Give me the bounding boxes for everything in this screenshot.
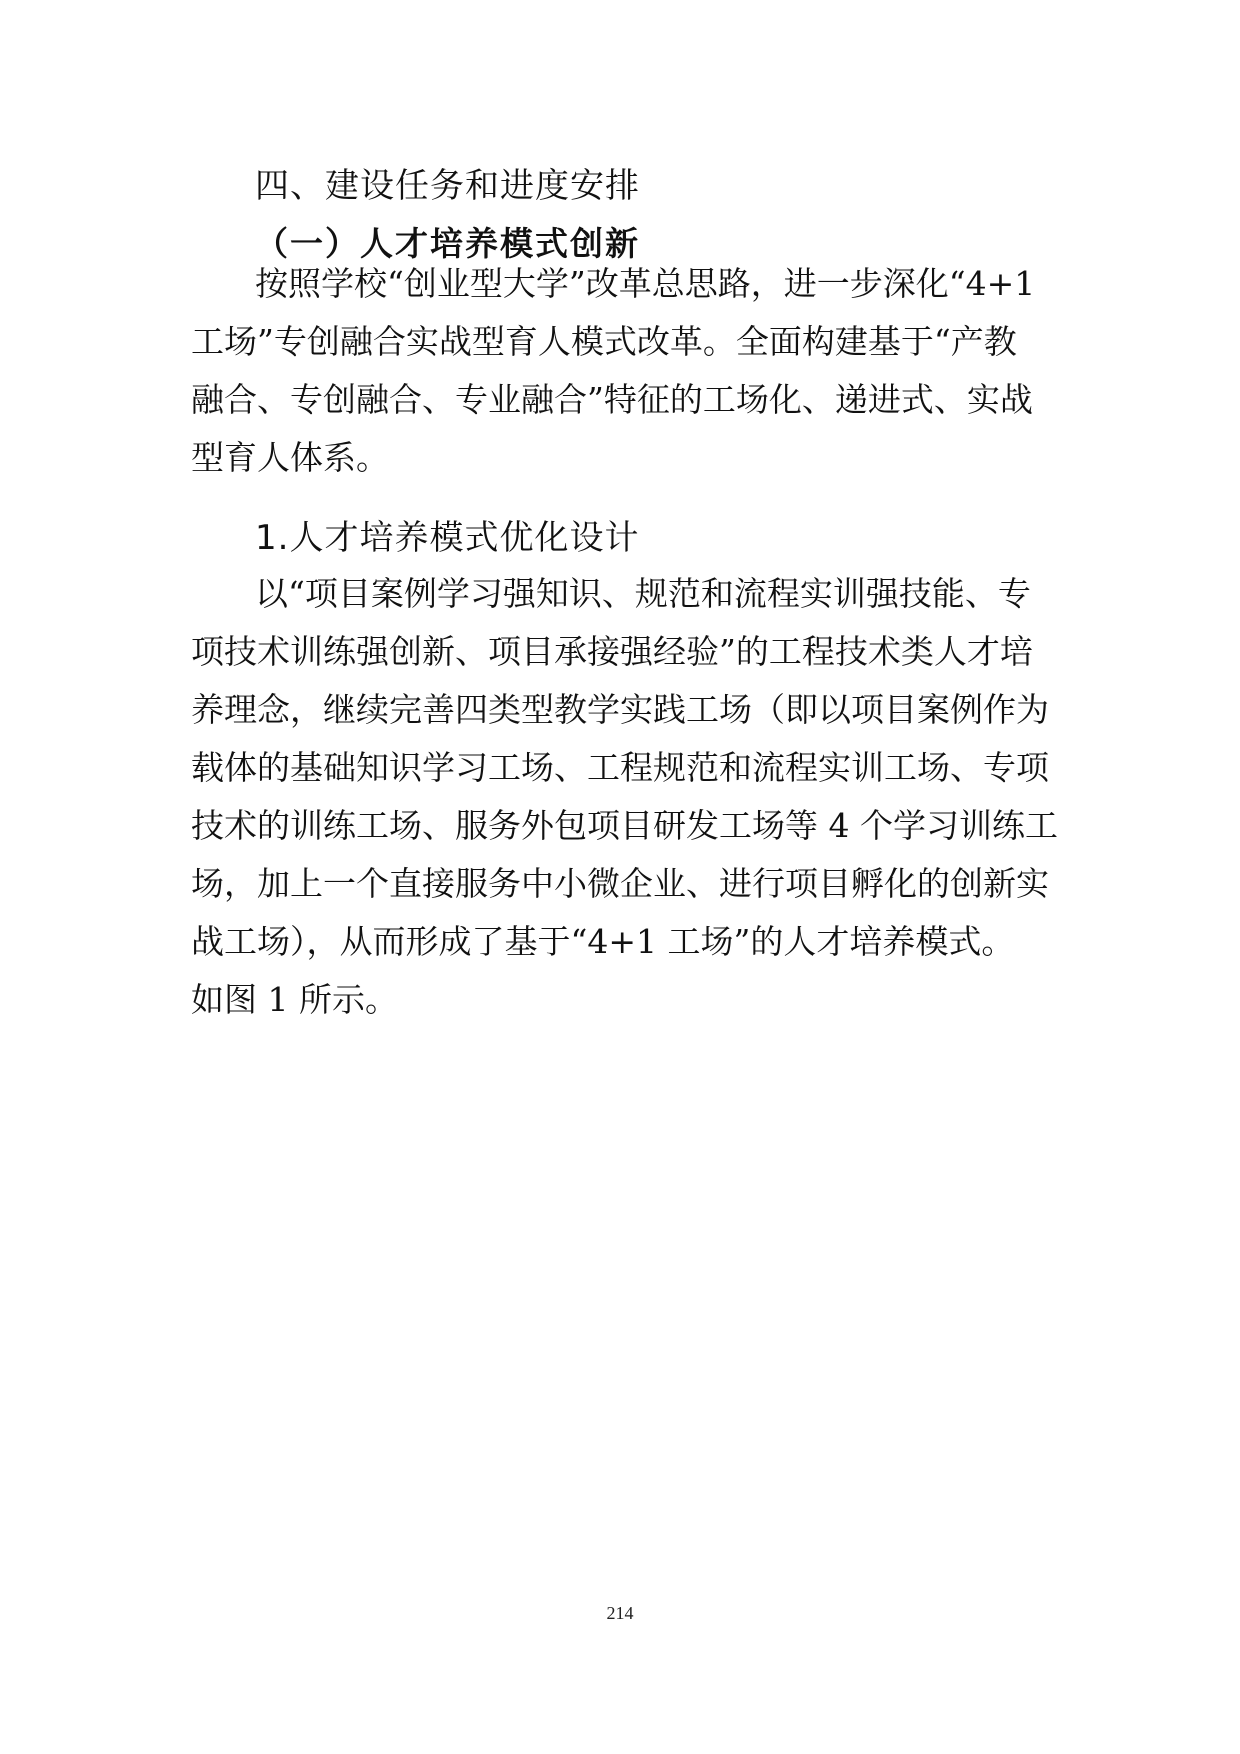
paragraph-line: 型育人体系。: [191, 438, 389, 477]
paragraph-line: 技术的训练工场、服务外包项目研发工场等 4 个学习训练工: [191, 806, 1058, 845]
paragraph-line: 工场”专创融合实战型育人模式改革。全面构建基于“产教: [191, 322, 1017, 361]
paragraph-line: 战工场），从而形成了基于“4+1 工场”的人才培养模式。: [191, 922, 1015, 961]
item-heading: 1.人才培养模式优化设计: [255, 518, 640, 558]
paragraph-line: 载体的基础知识学习工场、工程规范和流程实训工场、专项: [191, 748, 1049, 787]
sub-heading: （一）人才培养模式创新: [255, 224, 640, 263]
paragraph-line: 养理念，继续完善四类型教学实践工场（即以项目案例作为: [191, 690, 1049, 729]
paragraph-line: 按照学校“创业型大学”改革总思路，进一步深化“4+1: [255, 264, 1036, 303]
paragraph-line: 场，加上一个直接服务中小微企业、进行项目孵化的创新实: [191, 864, 1049, 903]
paragraph-line: 融合、专创融合、专业融合”特征的工场化、递进式、实战: [191, 380, 1033, 419]
paragraph-line: 项技术训练强创新、项目承接强经验”的工程技术类人才培: [191, 632, 1033, 671]
page-number: 214: [606, 1603, 634, 1623]
paragraph-line: 如图 1 所示。: [191, 980, 398, 1019]
paragraph-line: 以“项目案例学习强知识、规范和流程实训强技能、专: [255, 574, 1031, 613]
section-heading: 四、建设任务和进度安排: [255, 166, 640, 206]
